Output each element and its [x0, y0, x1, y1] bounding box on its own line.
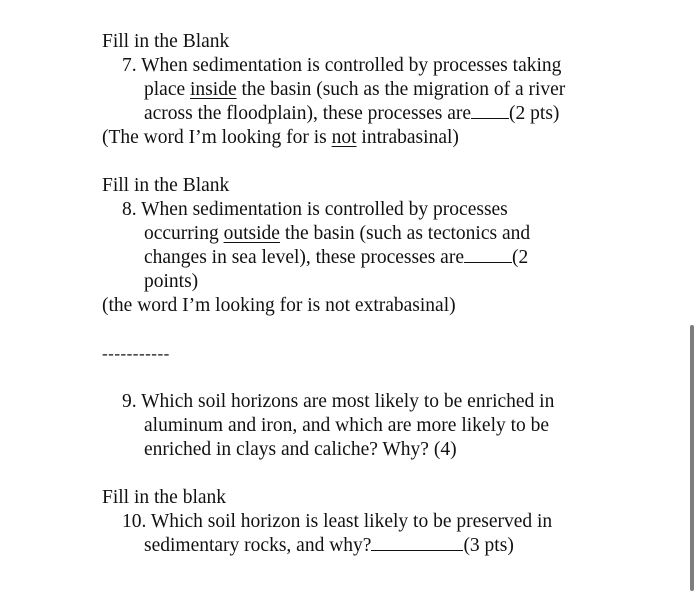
q9-line1-text: Which soil horizons are most likely to be enriched in — [141, 391, 555, 412]
q7-line-2 — [144, 78, 565, 102]
q8-line-3 — [144, 246, 528, 270]
q7-note-post: intrabasinal) — [356, 127, 459, 148]
q8-line2-post: the basin (such as tectonics and — [279, 223, 531, 244]
q10-line2-pre: sedimentary rocks, and why? — [144, 535, 372, 556]
vertical-scrollbar[interactable] — [690, 325, 694, 591]
q10-answer-blank[interactable] — [371, 534, 463, 551]
q7-line1-text: When sedimentation is controlled by processes taking — [141, 55, 562, 76]
q8-line-4: points) — [144, 271, 199, 292]
q10-line-2 — [144, 534, 514, 558]
q7-line-3 — [144, 102, 559, 126]
q7-note-emphasis: not — [331, 127, 357, 148]
q10-number: 10. — [122, 511, 147, 532]
q7-heading: Fill in the Blank — [102, 31, 230, 52]
q10-line-1 — [122, 510, 552, 534]
q8-heading: Fill in the Blank — [102, 175, 230, 196]
q8-answer-blank[interactable] — [464, 246, 512, 263]
q8-line-2 — [144, 222, 530, 246]
q8-line1-text: When sedimentation is controlled by processes — [141, 199, 508, 220]
q8-points: (2 — [511, 247, 529, 268]
q8-line-1 — [122, 198, 508, 222]
q10-line1-text: Which soil horizon is least likely to be preserved in — [150, 511, 553, 532]
q7-line3-pre: across the floodplain), these processes are — [144, 103, 472, 124]
q9-line-2: aluminum and iron, and which are more likely to be — [144, 415, 550, 436]
q9-line-1 — [122, 390, 554, 414]
q10-heading: Fill in the blank — [102, 487, 227, 508]
q8-line2-pre: occurring — [144, 223, 224, 244]
q8-number: 8. — [122, 199, 137, 220]
q8-line3-pre: changes in sea level), these processes are — [144, 247, 464, 268]
q7-line2-post: the basin (such as the migration of a river — [236, 79, 566, 100]
q10-points: (3 pts) — [463, 535, 514, 556]
section-divider: ----------- — [102, 344, 170, 363]
q7-points: (2 pts) — [509, 103, 560, 124]
q8-note: (the word I’m looking for is not extrabasinal) — [102, 295, 456, 316]
q7-line2-pre: place — [144, 79, 191, 100]
q8-emphasis-outside: outside — [223, 223, 280, 244]
q7-answer-blank[interactable] — [471, 102, 509, 119]
q9-line-3: enriched in clays and caliche? Why? (4) — [144, 439, 457, 460]
q7-note-pre: (The word I’m looking for is — [102, 127, 332, 148]
q7-line-1 — [122, 54, 561, 78]
q9-number: 9. — [122, 391, 137, 412]
q7-note — [102, 126, 459, 150]
q7-number: 7. — [122, 55, 137, 76]
q7-emphasis-inside: inside — [190, 79, 237, 100]
